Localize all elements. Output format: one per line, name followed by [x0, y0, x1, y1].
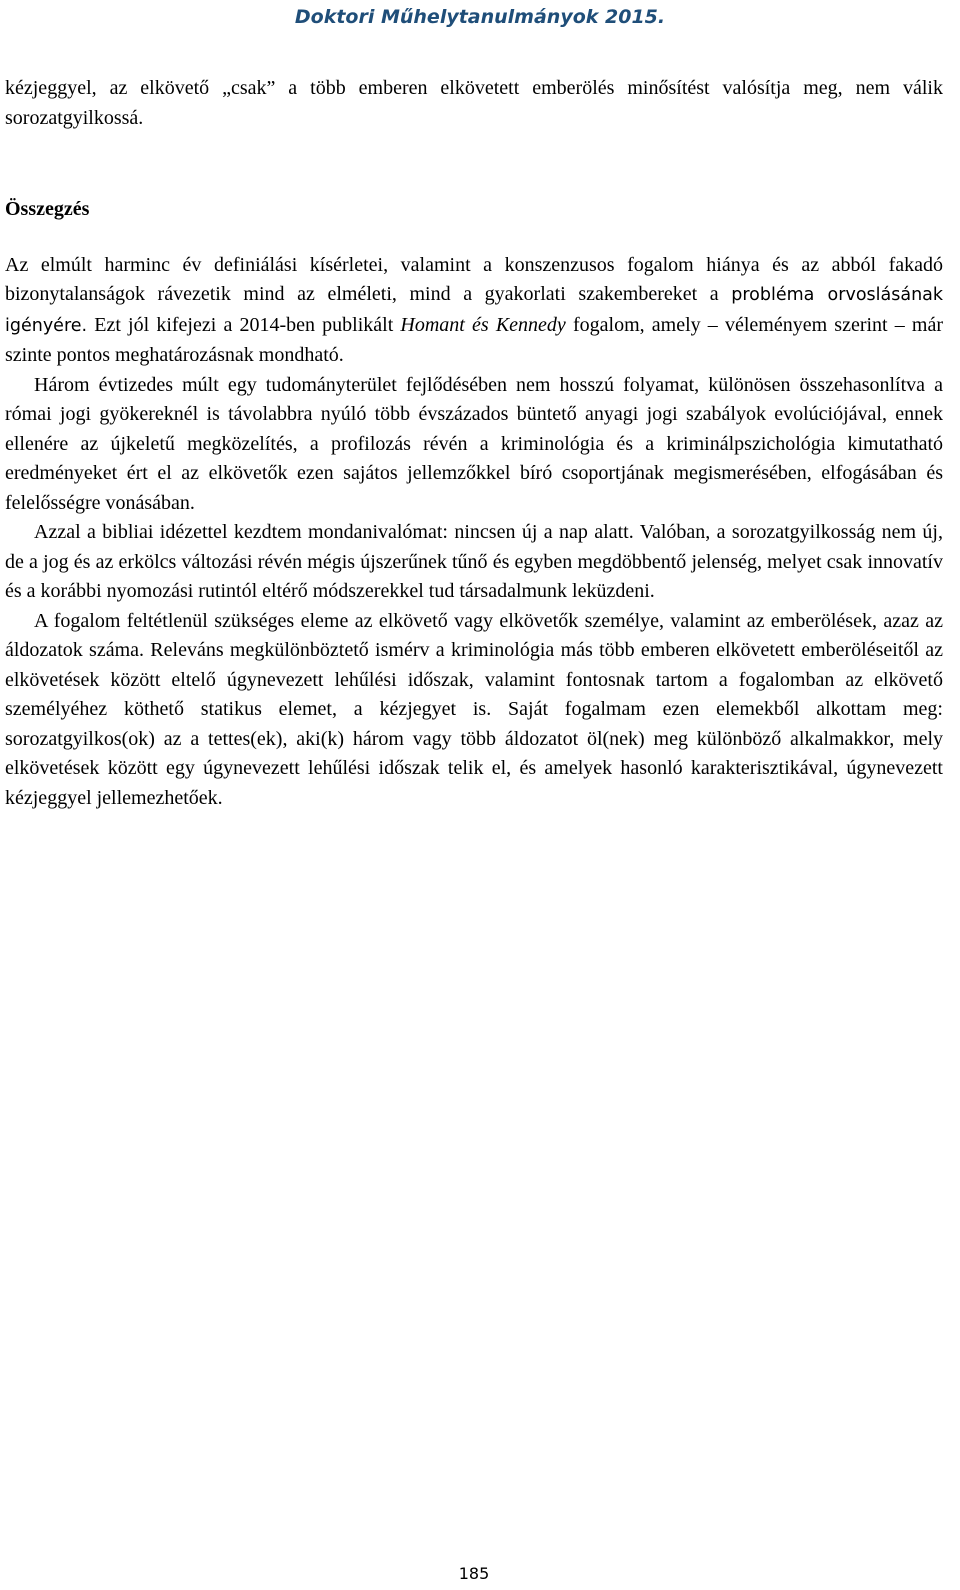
- summary-paragraph-3: Azzal a bibliai idézettel kezdtem mondanivalómat: nincsen új a nap alatt. Valóban, a sorozatgyilkosság nem új, de a jog és az erkölcs változási révén mégis újszerűnek tűnő és egyben megdöbbentő jelenség, melyet csak innovatív és a korábbi nyomozási rutintól eltérő módszerekkel tud társadalmunk leküzdeni.: [5, 521, 943, 602]
- page-number: 185: [458, 1564, 490, 1583]
- document-body: [5, 74, 943, 813]
- summary-paragraph-1: [5, 251, 943, 371]
- paragraph1-part3: Ezt jól kifejezi a 2014-ben publikált: [94, 313, 394, 336]
- summary-paragraph-2: Három évtizedes múlt egy tudományterület fejlődésében nem hosszú folyamat, különösen összehasonlítva a római jogi gyökereknél is távolabbra nyúló több évszázados büntető anyagi jogi szabályok evolúciójával, ennek ellenére az újkeletű megközelítés, a profilozás révén a kriminológia és a kriminálpszichológia kimutatható eredményeket ért el az elkövetők ezen sajátos jellemzőkkel bíró csoportjának megismerésében, elfogásában és felelősségre vonásában.: [5, 373, 943, 514]
- intro-paragraph: kézjeggyel, az elkövető „csak” a több emberen elkövetett emberölés minősítést valósítja meg, nem válik sorozatgyilkossá.: [5, 77, 943, 129]
- section-heading: Összegzés: [5, 198, 90, 220]
- running-header: Doktori Műhelytanulmányok 2015.: [294, 6, 666, 28]
- paragraph1-part1: Az elmúlt harminc év definiálási kísérletei, valamint a konszenzusos fogalom hiánya és az abból fakadó bizonytalanságok rávezetik mind az elméleti, mind a gyakorlati szakembereket a: [5, 253, 943, 305]
- paragraph1-part2: probléma orvoslásának igényére.: [5, 285, 944, 336]
- paragraph1-part4: fogalom, amely – véleményem szerint – már szinte pontos meghatározásnak mondható.: [5, 313, 943, 366]
- summary-paragraph-4: A fogalom feltétlenül szükséges eleme az elkövető vagy elkövetők személye, valamint az emberölések, azaz az áldozatok száma. Releváns megkülönböztető ismérv a kriminológia más több emberen elkövetett emberöléseitől az elkövetések között eltelő úgynevezett lehűlési időszak, valamint fontosnak tartom a fogalomban az elkövető személyéhez köthető statikus elemet, a kézjegyet is. Saját fogalmam ezen elemekből alkottam meg: sorozatgyilkos(ok) az a tettes(ek), aki(k) három vagy több áldozatot öl(nek) meg különböző alkalmakkor, mely elkövetések között egy úgynevezett lehűlési időszak telik el, és amelyek hasonló karakterisztikával, úgynevezett kézjeggyel jellemezhetőek.: [5, 609, 943, 809]
- cited-authors: Homant és Kennedy: [400, 313, 566, 336]
